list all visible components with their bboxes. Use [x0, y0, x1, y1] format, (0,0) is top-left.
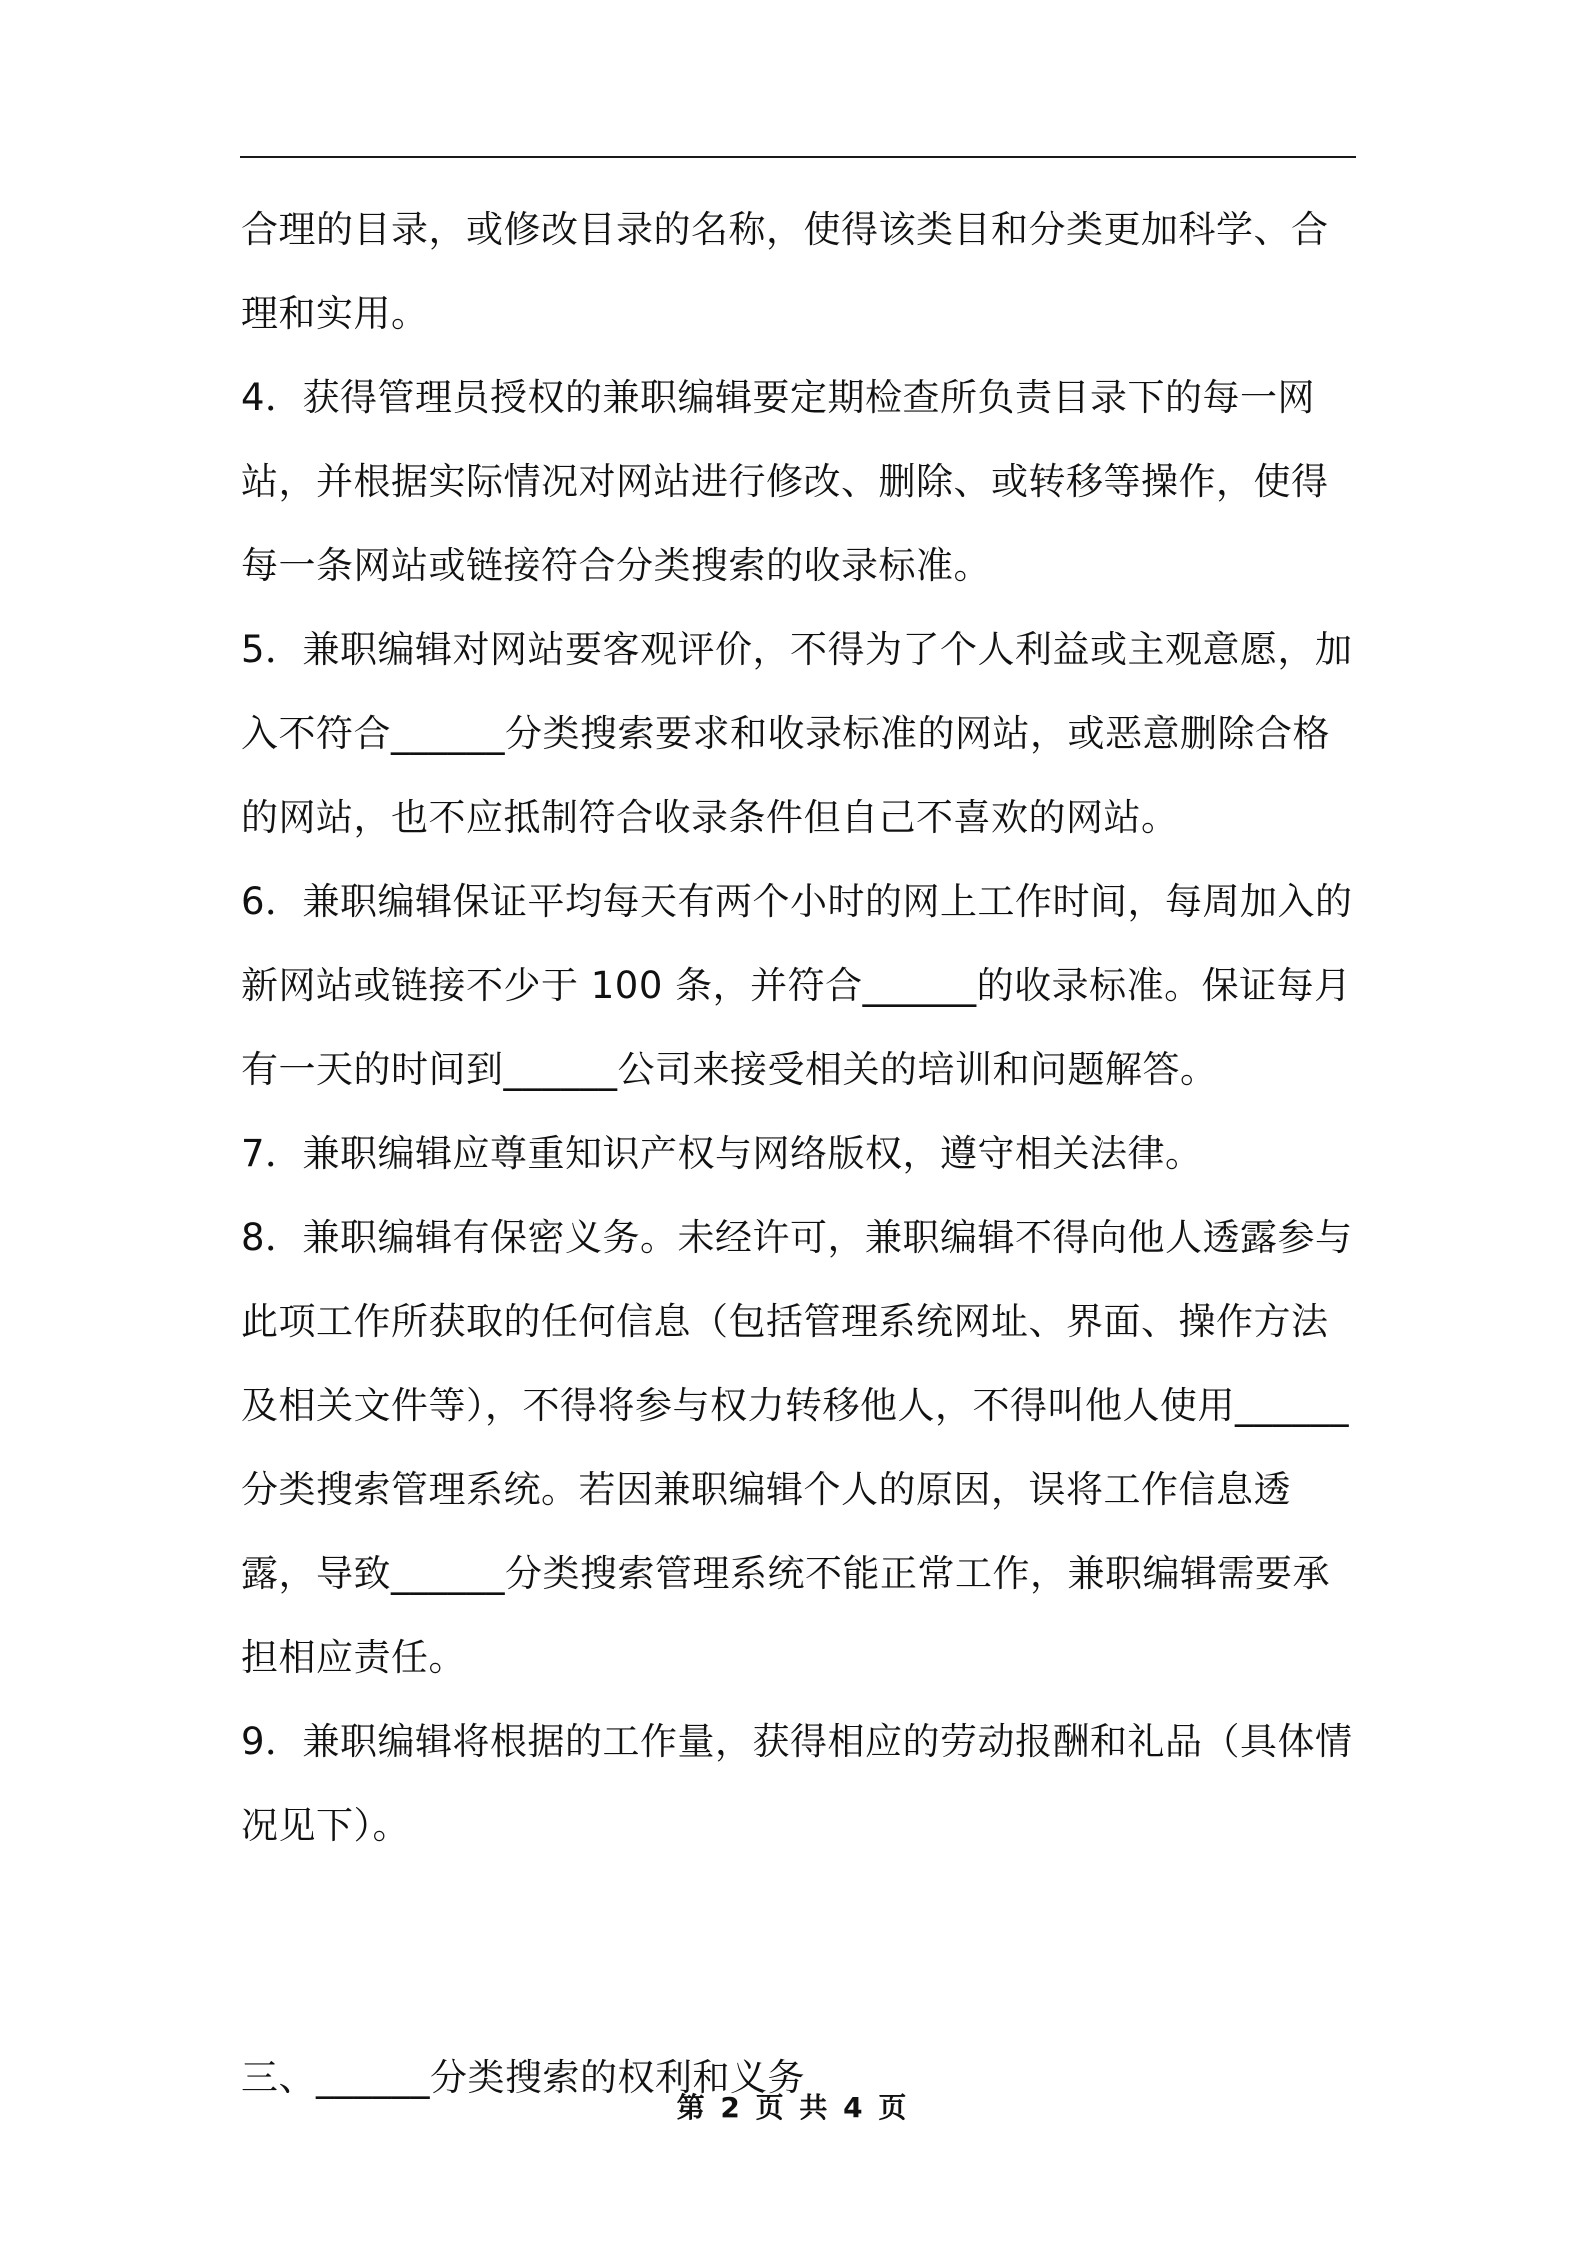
clause-9: 9．兼职编辑将根据的工作量，获得相应的劳动报酬和礼品（具体情况见下）。 [241, 1720, 1353, 1847]
clause-8: 8．兼职编辑有保密义务。未经许可，兼职编辑不得向他人透露参与此项工作所获取的任何信息（包括管理系统网址、界面、操作方法及相关文件等），不得将参与权力转移他人，不得叫他人使用______分类搜索管理系统。若因兼职编辑个人的原因，误将工作信息透露，导致______分类搜索管理系统不能正常工作，兼职编辑需要承担相应责任。 [241, 1216, 1353, 1679]
page-number: 第 2 页 共 4 页 [676, 2091, 910, 2124]
clause-4: 4．获得管理员授权的兼职编辑要定期检查所负责目录下的每一网站，并根据实际情况对网站进行修改、删除、或转移等操作，使得每一条网站或链接符合分类搜索的收录标准。 [241, 376, 1329, 587]
section-gap [241, 1868, 1357, 2036]
paragraph-continuation: 合理的目录，或修改目录的名称，使得该类目和分类更加科学、合理和实用。 [241, 208, 1329, 335]
document-body [241, 188, 1357, 2120]
header-rule [240, 156, 1356, 158]
section-heading: 三、______分类搜索的权利和义务 [241, 2056, 805, 2099]
clause-5: 5．兼职编辑对网站要客观评价，不得为了个人利益或主观意愿，加入不符合______分类搜索要求和收录标准的网站，或恶意删除合格的网站，也不应抵制符合收录条件但自己不喜欢的网站。 [241, 628, 1353, 839]
clause-6: 6．兼职编辑保证平均每天有两个小时的网上工作时间，每周加入的新网站或链接不少于 100 条，并符合______的收录标准。保证每月有一天的时间到______公司来接受相关的培训和问题解答。 [241, 880, 1353, 1091]
clause-7: 7．兼职编辑应尊重知识产权与网络版权，遵守相关法律。 [241, 1132, 1203, 1175]
